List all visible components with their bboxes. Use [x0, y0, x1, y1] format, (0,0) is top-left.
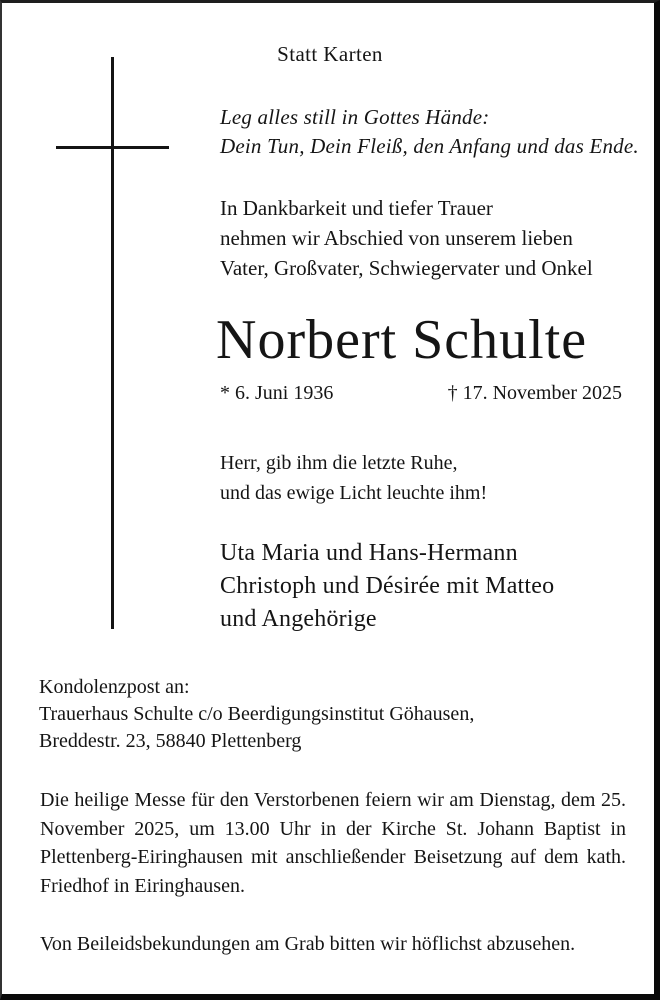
intro-line: In Dankbarkeit und tiefer Trauer	[220, 196, 493, 220]
mourners-line: Christoph und Désirée mit Matteo	[220, 573, 555, 599]
death-date: † 17. November 2025	[447, 382, 622, 404]
life-dates	[220, 382, 622, 405]
cross-vertical-bar	[111, 57, 114, 629]
service-announcement: Die heilige Messe für den Verstorbenen feiern wir am Dienstag, dem 25. November 2025, um 13.00 Uhr in der Kirche St. Johann Baptist in Plettenberg-Eiringhausen mit anschließender Beisetzung auf dem kath. Friedhof in Eiringhausen.	[40, 789, 626, 897]
mourners-list	[220, 537, 640, 636]
epigraph	[220, 103, 640, 161]
birth-date: * 6. Juni 1936	[220, 382, 334, 404]
condolence-address-line: Trauerhaus Schulte c/o Beerdigungsinstitut Göhausen,	[39, 703, 475, 725]
epigraph-line: Leg alles still in Gottes Hände:	[220, 105, 490, 129]
epigraph-line: Dein Tun, Dein Fleiß, den Anfang und das Ende.	[220, 134, 639, 158]
cross-horizontal-bar	[56, 146, 169, 149]
intro-line: nehmen wir Abschied von unserem lieben	[220, 226, 573, 250]
intro-line: Vater, Großvater, Schwiegervater und Onkel	[220, 256, 593, 280]
prayer-line: und das ewige Licht leuchte ihm!	[220, 482, 488, 504]
mourners-line: und Angehörige	[220, 606, 377, 632]
intro-text	[220, 193, 640, 283]
condolence-address-block	[39, 674, 629, 755]
prayer-text	[220, 448, 640, 508]
mourners-line: Uta Maria und Hans-Hermann	[220, 540, 518, 566]
prayer-line: Herr, gib ihm die letzte Ruhe,	[220, 452, 458, 474]
deceased-name: Norbert Schulte	[216, 309, 588, 371]
pre-header-statt-karten: Statt Karten	[277, 42, 383, 66]
closing-note: Von Beileidsbekundungen am Grab bitten wir höflichst abzusehen.	[40, 933, 576, 955]
condolence-address-line: Breddestr. 23, 58840 Plettenberg	[39, 730, 302, 752]
condolence-label: Kondolenzpost an:	[39, 676, 190, 698]
